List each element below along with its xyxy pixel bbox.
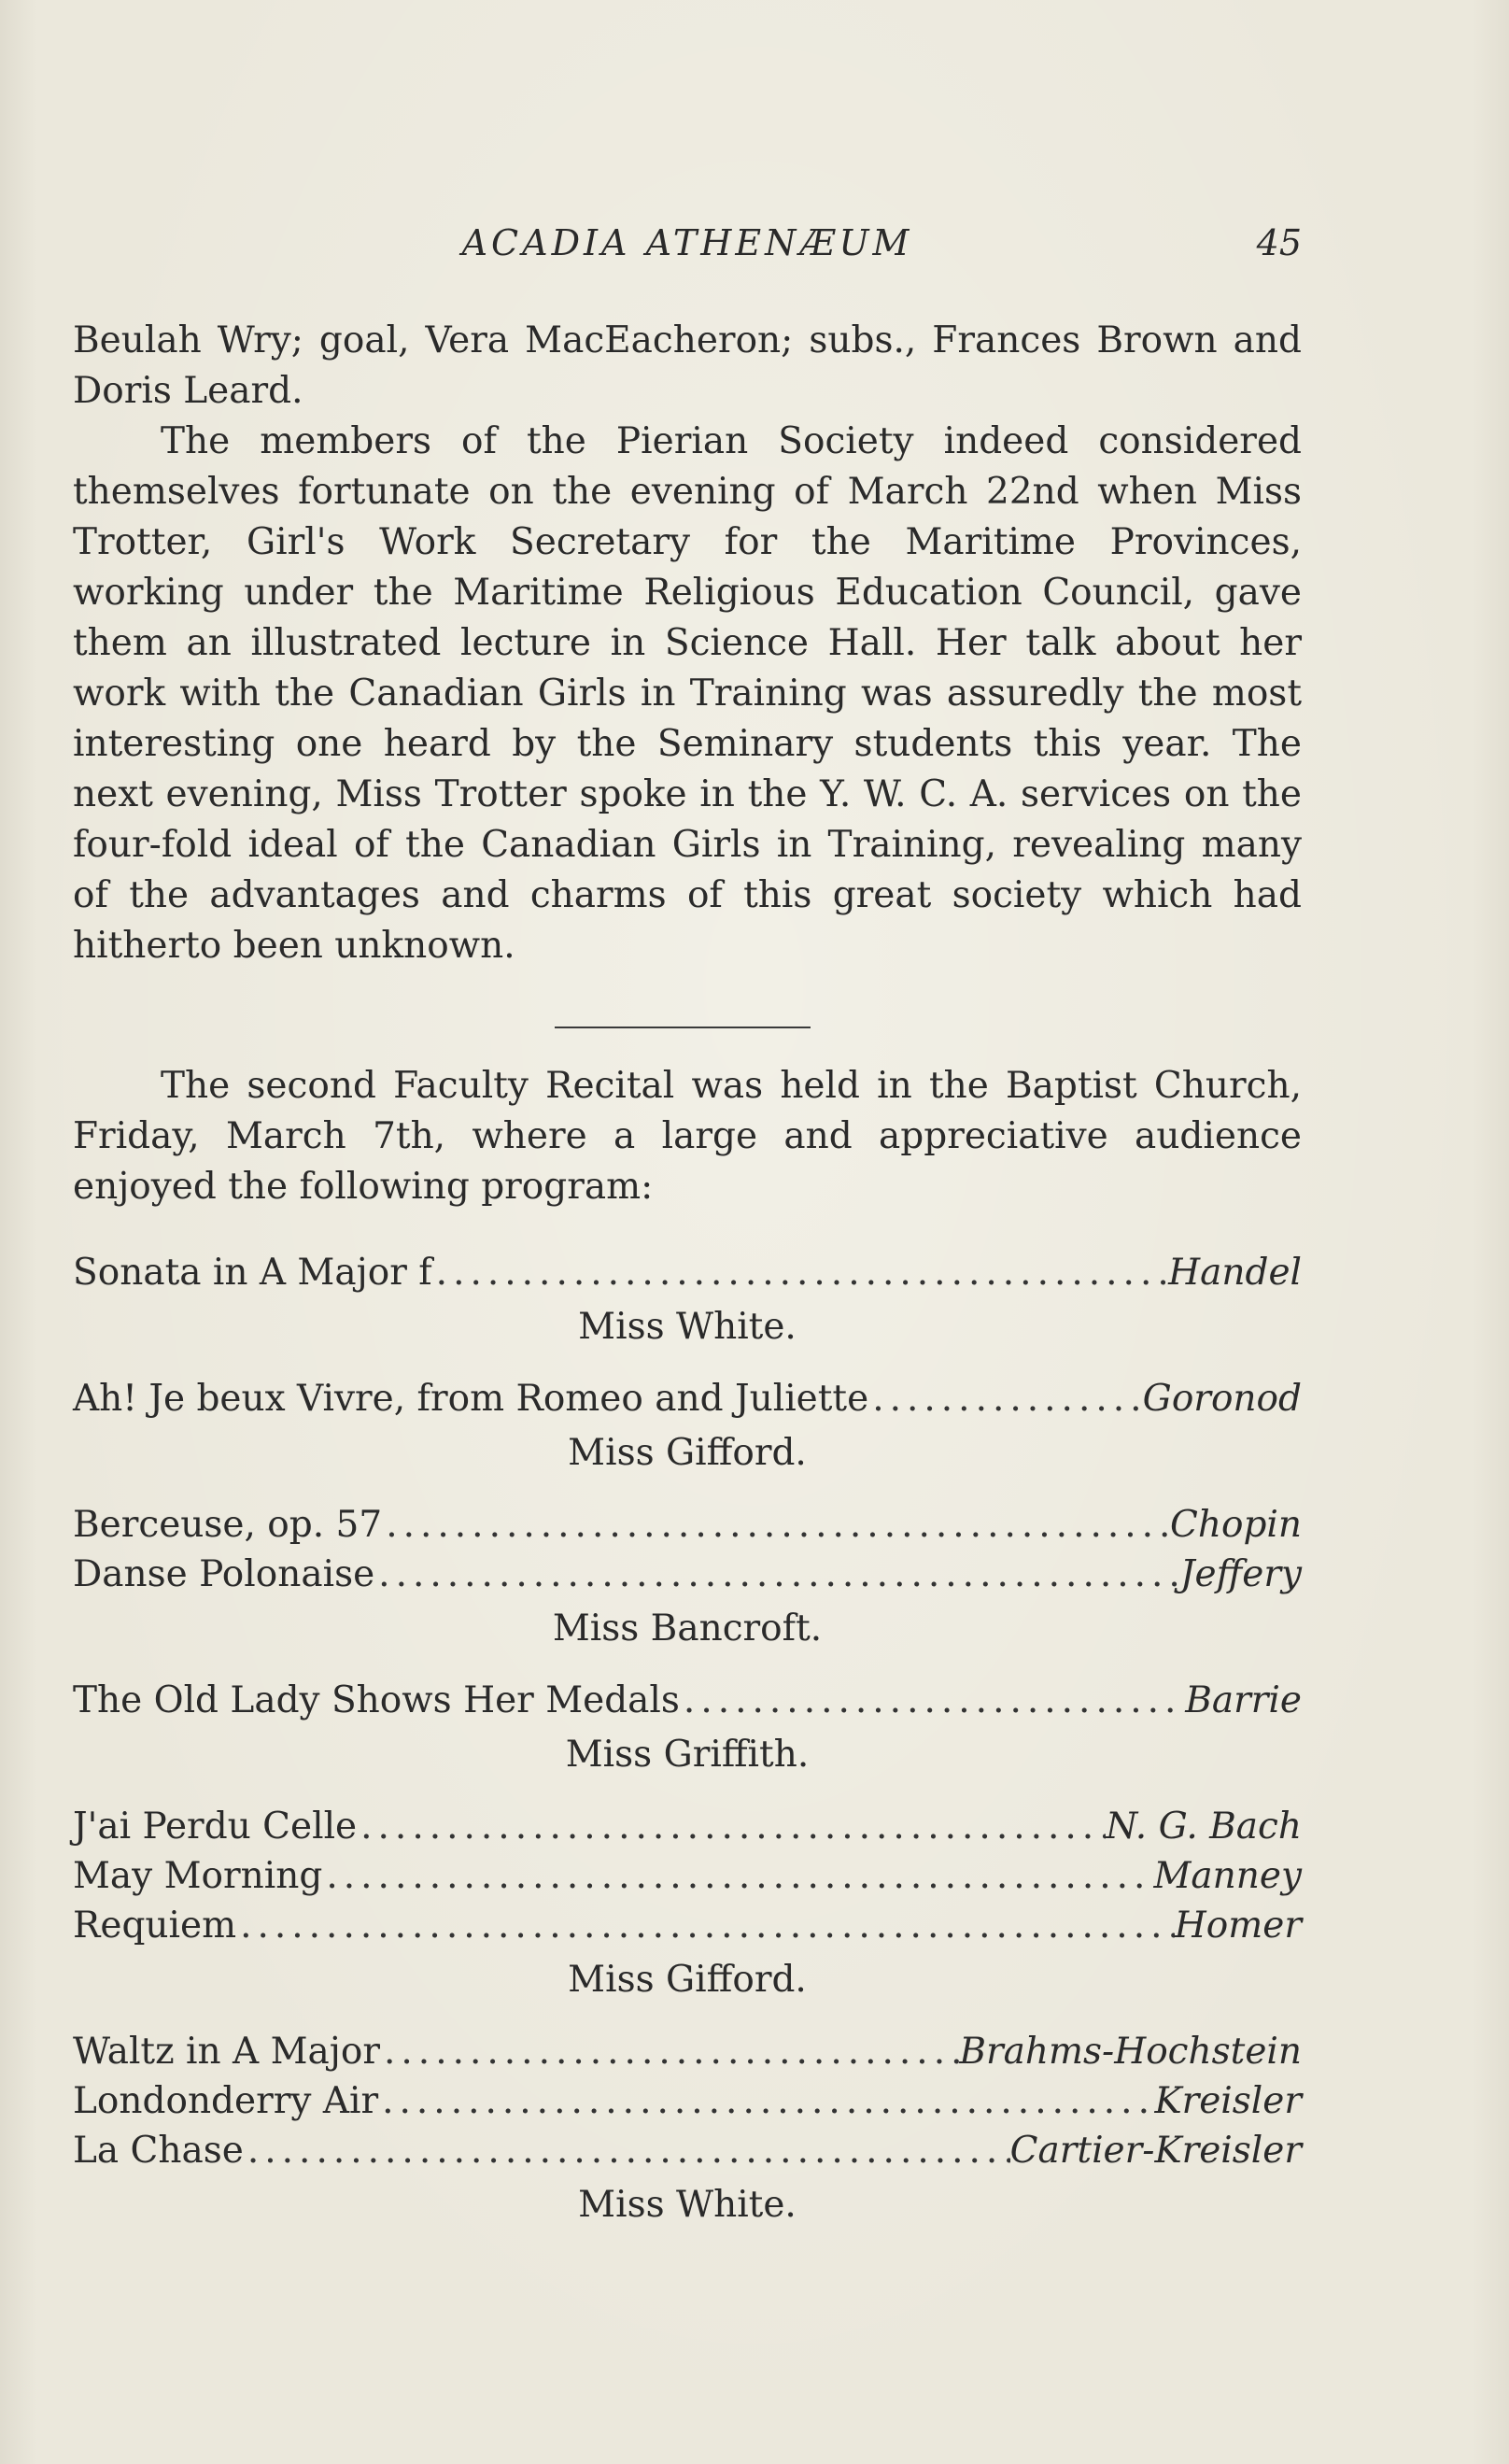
piece-title: Berceuse, op. 57 [73,1504,383,1546]
program-item [73,1679,1302,1729]
program-group [73,1252,1302,1353]
composer-name: Barrie [1185,1679,1302,1721]
dot-leader [357,1806,1106,1848]
program-item [73,1252,1302,1301]
performer-name: Miss Griffith. [565,1734,810,1776]
dot-leader [680,1679,1185,1721]
paragraph-pierian-society: The members of the Pierian Society indeed considered themselves fortunate on the evening of March 22nd when Miss Trotter, Girl's Work Secretary for the Maritime Provinces, working under the Maritime Religious Education Council, gave them an illustrated lecture in Science Hall. Her talk about her work with the Canadian Girls in Training was assuredly the most interesting one heard by the Seminary students this year. The next evening, Miss Trotter spoke in the Y. W. C. A. services on the four-fold ideal of the Canadian Girls in Training, revealing many of the advantages and charms of this great society which had hitherto been unknown. [73,420,1302,967]
page-header [73,222,1302,278]
program-group [73,2031,1302,2231]
performer-name: Miss White. [578,1306,797,1348]
program-item [73,1806,1302,1855]
performer-name: Miss Bancroft. [552,1607,823,1650]
piece-title: Requiem [73,1905,237,1947]
piece-title: Sonata in A Major f [73,1252,432,1294]
composer-name: Manney [1153,1855,1302,1897]
performer-name: Miss White. [578,2184,797,2226]
dot-leader [322,1855,1153,1897]
composer-name: Handel [1168,1252,1302,1294]
piece-title: Danse Polonaise [73,1553,375,1595]
composer-name: Cartier-Kreisler [1009,2130,1302,2172]
performer-name: Miss Gifford. [568,1959,807,2001]
piece-title: Londonderry Air [73,2080,379,2122]
program-item [73,2031,1302,2080]
section-divider [555,1027,811,1028]
paragraph-faculty-recital: The second Faculty Recital was held in the Baptist Church, Friday, March 7th, where a large and appreciative audience enjoyed the following program: [73,1065,1302,1208]
dot-leader [236,1905,1175,1947]
program-item [73,2080,1302,2130]
composer-name: Goronod [1142,1378,1302,1420]
piece-title: The Old Lady Shows Her Medals [73,1679,680,1721]
recital-program [73,1252,1302,2256]
dot-leader [378,2080,1154,2122]
dot-leader [244,2130,1010,2172]
program-group [73,1378,1302,1480]
piece-title: May Morning [73,1855,323,1897]
program-item [73,1553,1302,1603]
dot-leader [380,2031,959,2073]
running-title: ACADIA ATHENÆUM [461,222,913,263]
piece-title: La Chase [73,2130,244,2172]
piece-title: J'ai Perdu Celle [73,1806,358,1848]
composer-name: N. G. Bach [1106,1806,1302,1848]
composer-name: Jeffery [1179,1553,1302,1595]
composer-name: Kreisler [1154,2080,1302,2122]
program-item [73,1905,1302,1954]
program-group [73,1504,1302,1655]
program-group [73,1679,1302,1781]
paragraph-continuation: Beulah Wry; goal, Vera MacEacheron; subs., Frances Brown and Doris Leard. [73,319,1302,412]
program-group [73,1806,1302,2006]
piece-title: Ah! Je beux Vivre, from Romeo and Juliette [73,1378,869,1420]
composer-name: Homer [1174,1905,1302,1947]
dot-leader [374,1553,1180,1595]
dot-leader [382,1504,1170,1546]
program-item [73,2130,1302,2179]
page-number: 45 [1256,222,1302,263]
performer-name: Miss Gifford. [568,1432,807,1474]
dot-leader [868,1378,1142,1420]
program-item [73,1504,1302,1553]
dot-leader [432,1252,1168,1294]
composer-name: Brahms-Hochstein [959,2031,1302,2073]
program-item [73,1855,1302,1905]
composer-name: Chopin [1170,1504,1302,1546]
piece-title: Waltz in A Major [73,2031,380,2073]
program-item [73,1378,1302,1427]
